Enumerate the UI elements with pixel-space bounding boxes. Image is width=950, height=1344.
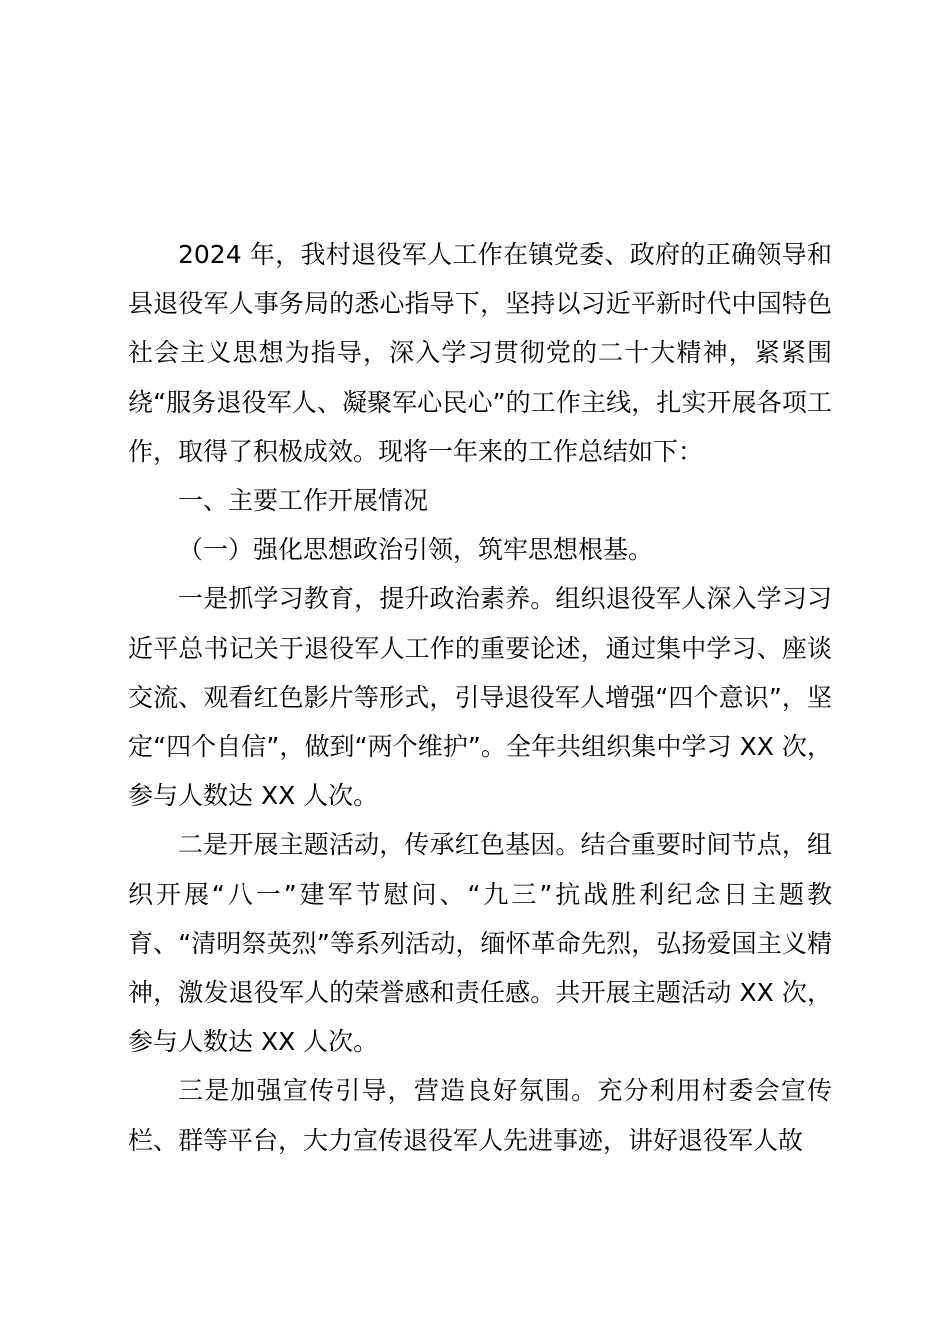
paragraph-study-education: 一是抓学习教育，提升政治素养。组织退役军人深入学习习近平总书记关于退役军人工作的重要论述，通过集中学习、座谈交流、观看红色影片等形式，引导退役军人增强“四个意识”，坚定“四个自信”，做到“两个维护”。全年共组织集中学习 XX 次，参与人数达 XX 人次。 [128,584,832,811]
paragraph-publicity: 三是加强宣传引导，营造良好氛围。充分利用村委会宣传栏、群等平台，大力宣传退役军人先进事迹，讲好退役军人故 [128,1076,832,1155]
paragraph-theme-activities: 二是开展主题活动，传承红色基因。结合重要时间节点，组织开展“八一”建军节慰问、“九三”抗战胜利纪念日主题教育、“清明祭英烈”等系列活动，缅怀革命先烈，弘扬爱国主义精神，激发退役军人的荣誉感和责任感。共开展主题活动 XX 次，参与人数达 XX 人次。 [128,830,832,1057]
document-body [128,230,832,1165]
subsection-heading-ideology: （一）强化思想政治引领，筑牢思想根基。 [178,535,654,565]
section-heading-main-work: 一、主要工作开展情况 [178,486,429,516]
intro-paragraph: 2024 年，我村退役军人工作在镇党委、政府的正确领导和县退役军人事务局的悉心指导下，坚持以习近平新时代中国特色社会主义思想为指导，深入学习贯彻党的二十大精神，紧紧围绕“服务退役军人、凝聚军心民心”的工作主线，扎实开展各项工作，取得了积极成效。现将一年来的工作总结如下： [128,240,832,466]
